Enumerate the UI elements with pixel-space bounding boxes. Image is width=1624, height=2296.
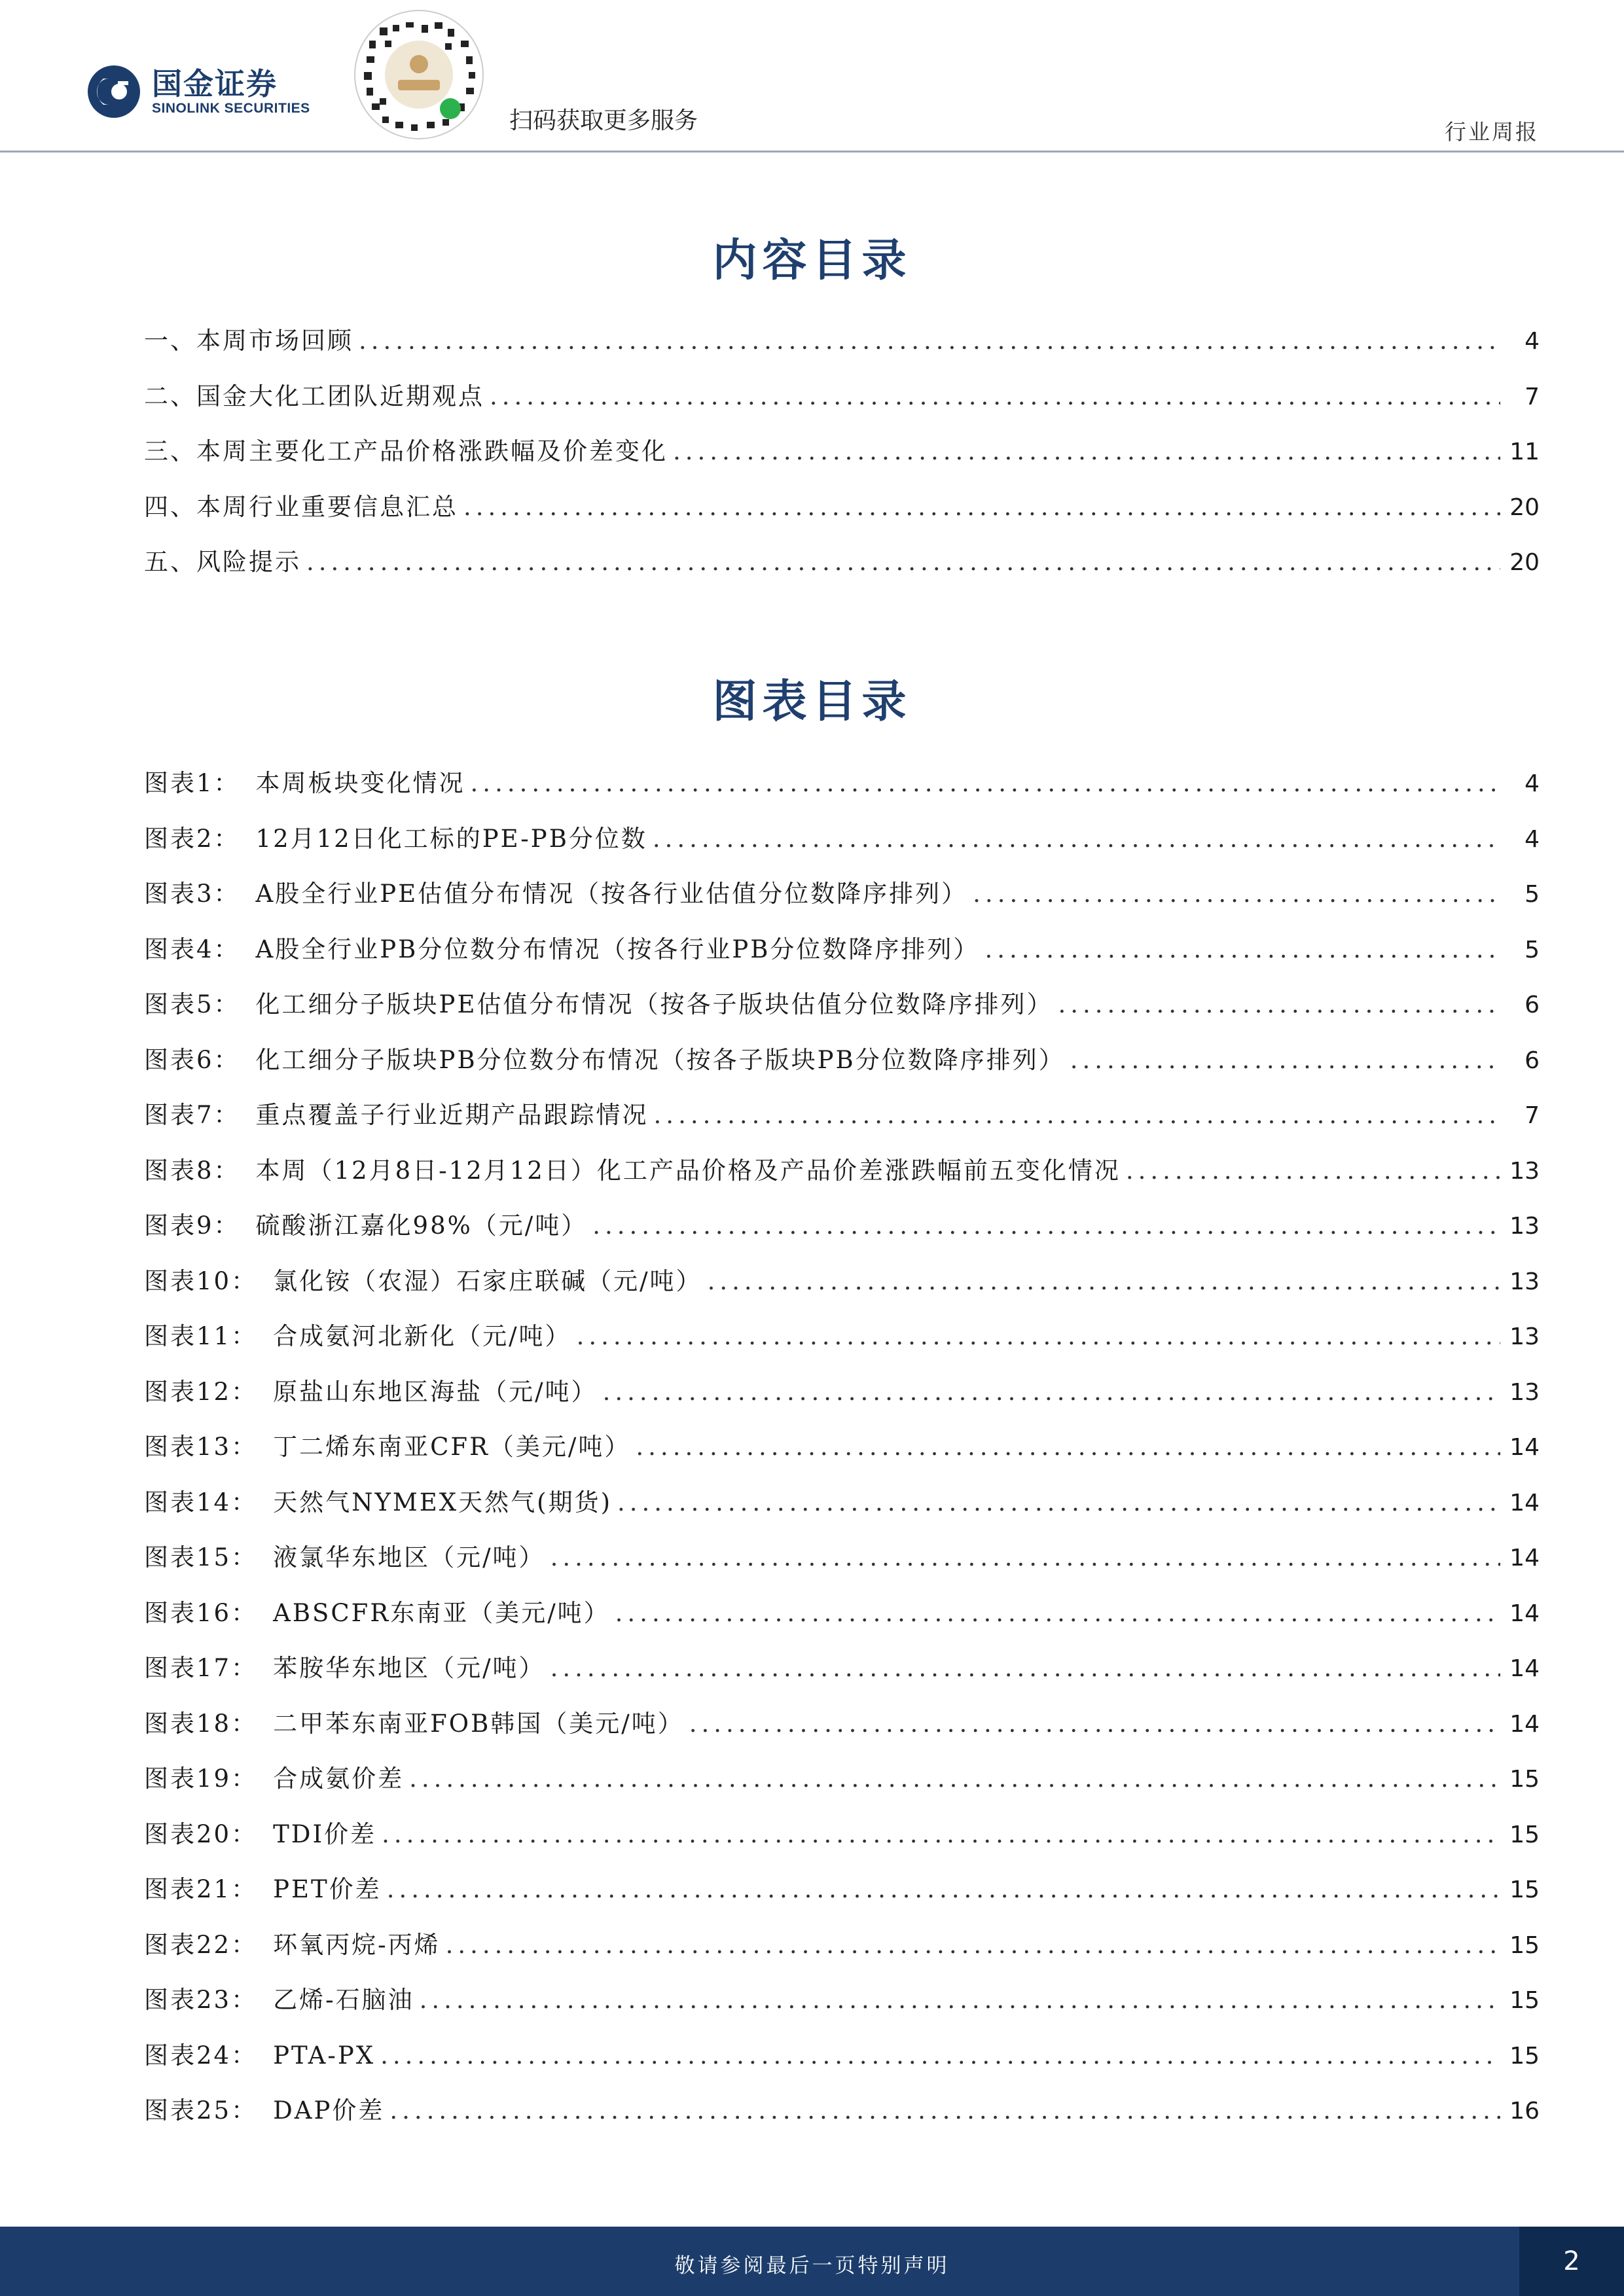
figure-item-title: 合成氨价差	[273, 1765, 405, 1793]
figure-item[interactable]	[144, 1704, 1540, 1759]
figure-item-label	[144, 1814, 376, 1850]
figure-item-page: 15	[1509, 1987, 1540, 2014]
figure-item-page: 13	[1509, 1323, 1540, 1350]
figure-item-label	[144, 1759, 404, 1794]
figure-item-number: 图表7：	[144, 1101, 240, 1129]
dot-leader	[653, 825, 1500, 853]
figure-item-number: 图表9：	[144, 1211, 240, 1240]
figure-item-title: 化工细分子版块PE估值分布情况（按各子版块估值分位数降序排列）	[255, 990, 1053, 1018]
figure-item-title: 氯化铵（农湿）石家庄联碱（元/吨）	[273, 1266, 702, 1295]
dot-leader	[380, 2041, 1500, 2070]
figure-item-title: DAP价差	[273, 2096, 385, 2125]
dot-leader	[708, 1267, 1500, 1295]
dot-leader	[973, 880, 1500, 908]
figure-item[interactable]	[144, 984, 1540, 1040]
figure-item[interactable]	[144, 1759, 1540, 1814]
figure-item[interactable]	[144, 1537, 1540, 1593]
figure-item-number: 图表20：	[144, 1820, 258, 1848]
figure-item[interactable]	[144, 1925, 1540, 1981]
figure-item-label	[144, 1040, 1065, 1075]
figure-item-page: 14	[1509, 1434, 1540, 1461]
contents-item-label: 四、本周行业重要信息汇总	[144, 492, 458, 521]
contents-item[interactable]	[144, 487, 1540, 543]
figure-item[interactable]	[144, 763, 1540, 819]
dot-leader	[359, 327, 1500, 355]
figure-item-page: 7	[1525, 1102, 1540, 1129]
figure-item-page: 13	[1509, 1268, 1540, 1295]
figure-item[interactable]	[144, 1372, 1540, 1427]
figure-item-number: 图表14：	[144, 1488, 258, 1516]
figure-item-page: 14	[1509, 1489, 1540, 1516]
figure-item-number: 图表2：	[144, 824, 240, 853]
figure-item-number: 图表17：	[144, 1654, 258, 1682]
figure-item-label	[144, 1537, 545, 1573]
dot-leader	[409, 1765, 1500, 1793]
figure-item-page: 4	[1525, 825, 1540, 853]
figure-item-label	[144, 1704, 684, 1739]
figure-item-page: 15	[1509, 2042, 1540, 2070]
figure-item-page: 15	[1509, 1766, 1540, 1793]
figure-item-page: 15	[1509, 1821, 1540, 1848]
dot-leader	[592, 1211, 1500, 1240]
figure-item-title: 本周（12月8日-12月12日）化工产品价格及产品价差涨跌幅前五变化情况	[255, 1156, 1121, 1185]
dot-leader	[689, 1710, 1500, 1738]
figure-item-title: TDI价差	[273, 1820, 377, 1848]
contents-item[interactable]	[144, 376, 1540, 432]
figure-item-number: 图表12：	[144, 1377, 258, 1406]
figure-item-label	[144, 874, 967, 909]
figure-item-title: 液氯华东地区（元/吨）	[273, 1543, 545, 1571]
dot-leader	[490, 382, 1500, 410]
dot-leader	[471, 769, 1500, 797]
dot-leader	[654, 1101, 1500, 1129]
contents-item-page: 20	[1509, 549, 1540, 576]
contents-item-label: 三、本周主要化工产品价格涨跌幅及价差变化	[144, 437, 668, 465]
figure-item-page: 15	[1509, 1931, 1540, 1959]
figure-item-number: 图表11：	[144, 1322, 258, 1350]
figure-item[interactable]	[144, 1040, 1540, 1096]
dot-leader	[550, 1654, 1500, 1682]
page-header	[0, 0, 1624, 152]
figure-item[interactable]	[144, 1427, 1540, 1482]
figure-item-title: A股全行业PB分位数分布情况（按各行业PB分位数降序排列）	[255, 935, 980, 963]
dot-leader	[389, 2096, 1500, 2125]
contents-item-page: 7	[1525, 383, 1540, 410]
figure-item-title: 丁二烯东南亚CFR（美元/吨）	[273, 1433, 631, 1461]
figure-item[interactable]	[144, 874, 1540, 929]
contents-item[interactable]	[144, 321, 1540, 376]
figure-item-label	[144, 1372, 598, 1407]
sinolink-logo	[86, 64, 310, 119]
contents-item[interactable]	[144, 431, 1540, 487]
figure-item-title: 原盐山东地区海盐（元/吨）	[273, 1377, 598, 1406]
figure-item-number: 图表21：	[144, 1875, 258, 1903]
contents-list	[144, 321, 1540, 598]
figure-item-page: 13	[1509, 1378, 1540, 1406]
figure-item-page: 15	[1509, 1876, 1540, 1903]
dot-leader	[603, 1378, 1500, 1406]
figure-item-page: 6	[1525, 1047, 1540, 1074]
figures-list	[144, 763, 1540, 2146]
figure-item-page: 5	[1525, 936, 1540, 963]
figure-item-label	[144, 1206, 587, 1241]
dot-leader	[615, 1599, 1500, 1627]
figure-item-number: 图表22：	[144, 1930, 258, 1959]
figure-item-label	[144, 1925, 441, 1960]
figure-item[interactable]	[144, 1206, 1540, 1261]
figure-item-number: 图表5：	[144, 990, 240, 1018]
figure-item-page: 14	[1509, 1545, 1540, 1571]
figure-item[interactable]	[144, 819, 1540, 874]
figure-item-title: ABSCFR东南亚（美元/吨）	[273, 1598, 610, 1627]
figure-item-page: 4	[1525, 770, 1540, 797]
dot-leader	[420, 1986, 1500, 2014]
figure-item-number: 图表25：	[144, 2096, 258, 2125]
figure-item[interactable]	[144, 1593, 1540, 1649]
figure-item-number: 图表4：	[144, 935, 240, 963]
figure-item-label	[144, 2090, 384, 2126]
disclaimer-notice: 敬请参阅最后一页特别声明	[674, 2254, 950, 2278]
figure-item-title: 二甲苯东南亚FOB韩国（美元/吨）	[273, 1709, 684, 1738]
figure-item-title: 本周板块变化情况	[255, 769, 465, 797]
figure-item-label	[144, 1980, 414, 2015]
figure-item-title: 乙烯-石脑油	[273, 1986, 414, 2014]
figure-item-number: 图表16：	[144, 1598, 258, 1627]
dot-leader	[577, 1322, 1500, 1350]
figure-item-label	[144, 763, 465, 798]
figure-item-label	[144, 1593, 610, 1628]
dot-leader	[306, 548, 1500, 576]
dot-leader	[1058, 990, 1500, 1018]
figure-item-number: 图表1：	[144, 769, 240, 797]
dot-leader	[550, 1543, 1500, 1571]
figure-item[interactable]	[144, 1095, 1540, 1151]
logo-chinese-name: 国金证券	[152, 66, 278, 101]
contents-item-page: 11	[1509, 439, 1540, 465]
figure-item-number: 图表15：	[144, 1543, 258, 1571]
figure-item[interactable]	[144, 1261, 1540, 1317]
figure-item[interactable]	[144, 2090, 1540, 2146]
contents-item-page: 4	[1525, 328, 1540, 355]
figure-item-page: 14	[1509, 1655, 1540, 1682]
report-type-label: 行业周报	[1445, 119, 1539, 145]
dot-leader	[463, 493, 1500, 521]
figure-item-title: 合成氨河北新化（元/吨）	[273, 1322, 571, 1350]
dot-leader	[446, 1931, 1500, 1959]
figure-item-number: 图表23：	[144, 1986, 258, 2014]
figures-title: 图表目录	[712, 676, 912, 728]
figure-item-label	[144, 984, 1053, 1020]
figure-item-number: 图表8：	[144, 1156, 240, 1185]
contents-item-label: 五、风险提示	[144, 548, 301, 576]
figure-item[interactable]	[144, 1648, 1540, 1704]
figure-item-label	[144, 2036, 375, 2071]
figure-item[interactable]	[144, 2036, 1540, 2091]
figure-item-page: 13	[1509, 1157, 1540, 1185]
figure-item-label	[144, 1427, 630, 1462]
figure-item-page: 16	[1509, 2098, 1540, 2125]
dot-leader	[1070, 1046, 1500, 1074]
page-number: 2	[1519, 2227, 1624, 2296]
dot-leader	[1126, 1157, 1500, 1185]
contents-title: 内容目录	[712, 235, 912, 287]
figure-item-title: 12月12日化工标的PE-PB分位数	[255, 824, 647, 853]
figure-item-title: 化工细分子版块PB分位数分布情况（按各子版块PB分位数降序排列）	[255, 1045, 1065, 1074]
dot-leader	[387, 1875, 1500, 1903]
figure-item[interactable]	[144, 929, 1540, 985]
figure-item-title: 苯胺华东地区（元/吨）	[273, 1654, 545, 1682]
figure-item-number: 图表13：	[144, 1433, 258, 1461]
figure-item-page: 6	[1525, 992, 1540, 1018]
figure-item-number: 图表24：	[144, 2041, 258, 2070]
page-footer	[0, 2227, 1624, 2296]
figure-item[interactable]	[144, 1316, 1540, 1372]
figure-item-label	[144, 1316, 571, 1352]
figure-item[interactable]	[144, 1151, 1540, 1206]
contents-item-label: 二、国金大化工团队近期观点	[144, 382, 484, 410]
dot-leader	[673, 437, 1500, 465]
figure-item[interactable]	[144, 1482, 1540, 1538]
figure-item[interactable]	[144, 1814, 1540, 1870]
figure-item-number: 图表10：	[144, 1266, 258, 1295]
figure-item-label	[144, 1261, 702, 1297]
figure-item-page: 14	[1509, 1600, 1540, 1627]
figure-item-label	[144, 1648, 545, 1683]
figure-item-title: A股全行业PE估值分布情况（按各行业估值分位数降序排列）	[255, 880, 968, 908]
contents-item[interactable]	[144, 542, 1540, 598]
figure-item-label	[144, 1482, 612, 1518]
dot-leader	[382, 1820, 1500, 1848]
figure-item-label	[144, 929, 979, 965]
scan-for-services-text: 扫码获取更多服务	[509, 107, 698, 134]
contents-item-label: 一、本周市场回顾	[144, 327, 353, 355]
figure-item[interactable]	[144, 1869, 1540, 1925]
dot-leader	[636, 1433, 1500, 1461]
contents-item-page: 20	[1509, 493, 1540, 521]
figure-item-number: 图表19：	[144, 1765, 258, 1793]
figure-item-page: 14	[1509, 1710, 1540, 1738]
figure-item-title: PTA-PX	[273, 2041, 376, 2070]
qr-code-icon[interactable]	[353, 9, 484, 140]
figure-item-title: 天然气NYMEX天然气(期货)	[273, 1488, 612, 1516]
dot-leader	[984, 935, 1500, 963]
figure-item-label	[144, 1869, 382, 1905]
figure-item-number: 图表3：	[144, 880, 240, 908]
figure-item-page: 13	[1509, 1213, 1540, 1240]
figure-item-title: 硫酸浙江嘉化98%（元/吨）	[255, 1211, 588, 1240]
sinolink-logo-icon	[86, 64, 141, 119]
figure-item-label	[144, 819, 647, 854]
figure-item[interactable]	[144, 1980, 1540, 2036]
figure-item-number: 图表18：	[144, 1709, 258, 1738]
figure-item-title: 重点覆盖子行业近期产品跟踪情况	[255, 1101, 649, 1129]
figure-item-label	[144, 1095, 649, 1130]
figure-item-title: PET价差	[273, 1875, 382, 1903]
figure-item-label	[144, 1151, 1121, 1186]
logo-english-name: SINOLINK SECURITIES	[152, 101, 310, 116]
figure-item-number: 图表6：	[144, 1045, 240, 1074]
header-divider	[0, 151, 1624, 152]
dot-leader	[617, 1488, 1500, 1516]
figure-item-page: 5	[1525, 881, 1540, 908]
figure-item-title: 环氧丙烷-丙烯	[273, 1930, 441, 1959]
